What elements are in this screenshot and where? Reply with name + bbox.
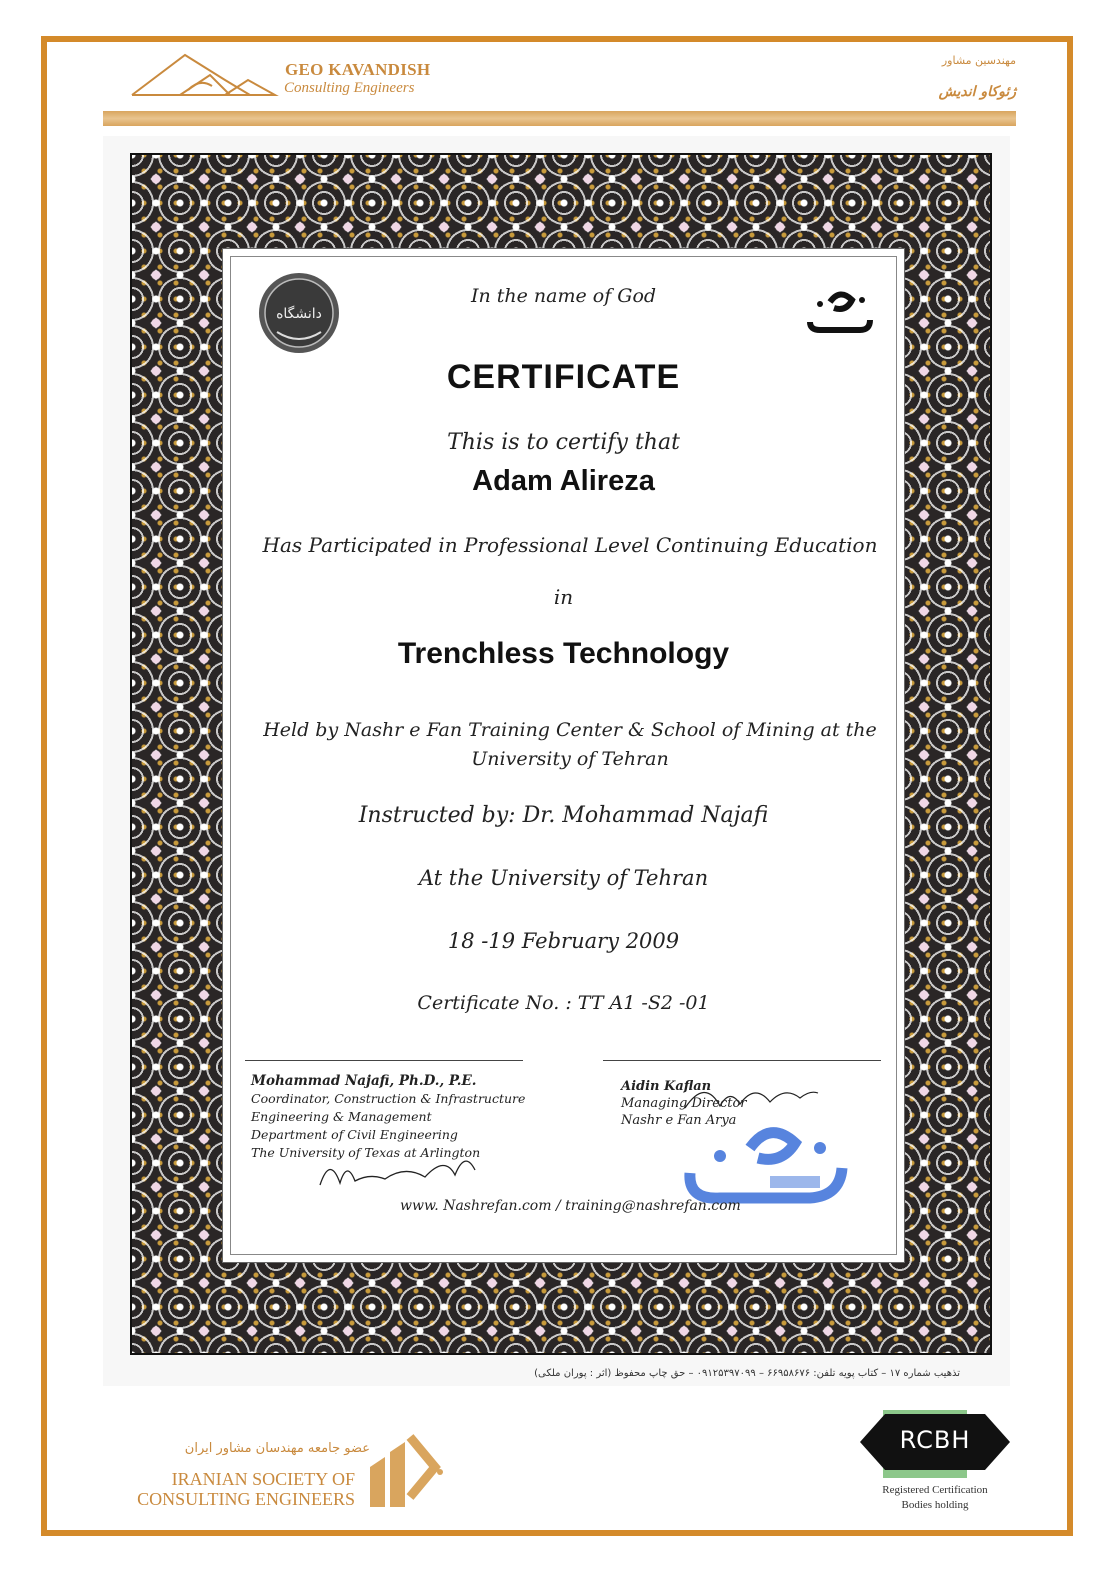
course-title: Trenchless Technology — [397, 637, 730, 670]
instructor-text: Instructed by: Dr. Mohammad Najafi — [358, 803, 769, 828]
isce-name-line1: IRANIAN SOCIETY OF — [171, 1469, 355, 1489]
participation-text: Has Participated in Professional Level Continuing Education — [262, 533, 878, 557]
held-by-line-2: University of Tehran — [471, 748, 669, 770]
signer-left-line3: Department of Civil Engineering — [251, 1127, 458, 1142]
signature-line-right — [603, 1060, 881, 1061]
certificate-number: Certificate No. : TT A1 -S2 -01 — [417, 992, 710, 1014]
certificate-title: CERTIFICATE — [446, 358, 681, 396]
held-by-line-1: Held by Nashr e Fan Training Center & School of Mining at the — [263, 719, 877, 741]
signature-left-scribble — [315, 1145, 485, 1195]
company-name-fa: ژئوکاو اندیش — [938, 84, 1016, 100]
signer-right-line1: Managing Director — [621, 1096, 747, 1111]
seal-text: دانشگاه — [276, 306, 322, 322]
company-subtitle: Consulting Engineers — [284, 80, 415, 96]
geo-kavandish-logo — [130, 50, 280, 100]
signature-right-scribble — [680, 1078, 820, 1118]
signer-right-name: Aidin Kaflan — [621, 1079, 712, 1094]
in-text: in — [553, 585, 574, 609]
rcbh-subtitle-1: Registered Certification — [882, 1484, 988, 1496]
company-name: GEO KAVANDISH — [285, 60, 431, 79]
held-by-text — [260, 716, 880, 774]
signer-left-line4: The University of Texas at Arlington — [251, 1145, 481, 1160]
course-dates: 18 -19 February 2009 — [447, 929, 680, 953]
signer-left-line1: Coordinator, Construction & Infrastructure — [251, 1091, 526, 1106]
website-text: www. Nashrefan.com / training@nashrefan.com — [400, 1198, 741, 1214]
isce-farsi-text: عضو جامعه مهندسان مشاور ایران — [184, 1441, 370, 1456]
location-text: At the University of Tehran — [418, 866, 709, 890]
signer-left-name: Mohammad Najafi, Ph.D., P.E. — [251, 1073, 477, 1089]
rcbh-subtitle-2: Bodies holding — [901, 1499, 969, 1511]
nashr-stamp-icon — [670, 1118, 860, 1208]
recipient-name: Adam Alireza — [472, 465, 655, 497]
rcbh-logo-text: RCBH — [899, 1426, 971, 1454]
signer-right-line2: Nashr e Fan Arya — [621, 1113, 737, 1128]
signature-line-left — [245, 1060, 523, 1061]
signer-left-line2: Engineering & Management — [251, 1109, 432, 1124]
in-name-of-god: In the name of God — [470, 285, 657, 307]
isce-name-line2: CONSULTING ENGINEERS — [137, 1489, 355, 1509]
company-name-fa-top: مهندسین مشاور — [941, 54, 1016, 67]
isce-logo-icon — [365, 1427, 445, 1512]
certify-text: This is to certify that — [447, 430, 680, 455]
footer-farsi-text: تذهیب شماره ۱۷ – کتاب پویه تلفن: ۶۶۹۵۸۶۷۶ – ۰۹۱۲۵۳۹۷۰۹۹ – حق چاپ محفوظ (اثر : پوران ملکی) — [534, 1368, 960, 1379]
letterhead-divider — [103, 111, 1016, 126]
